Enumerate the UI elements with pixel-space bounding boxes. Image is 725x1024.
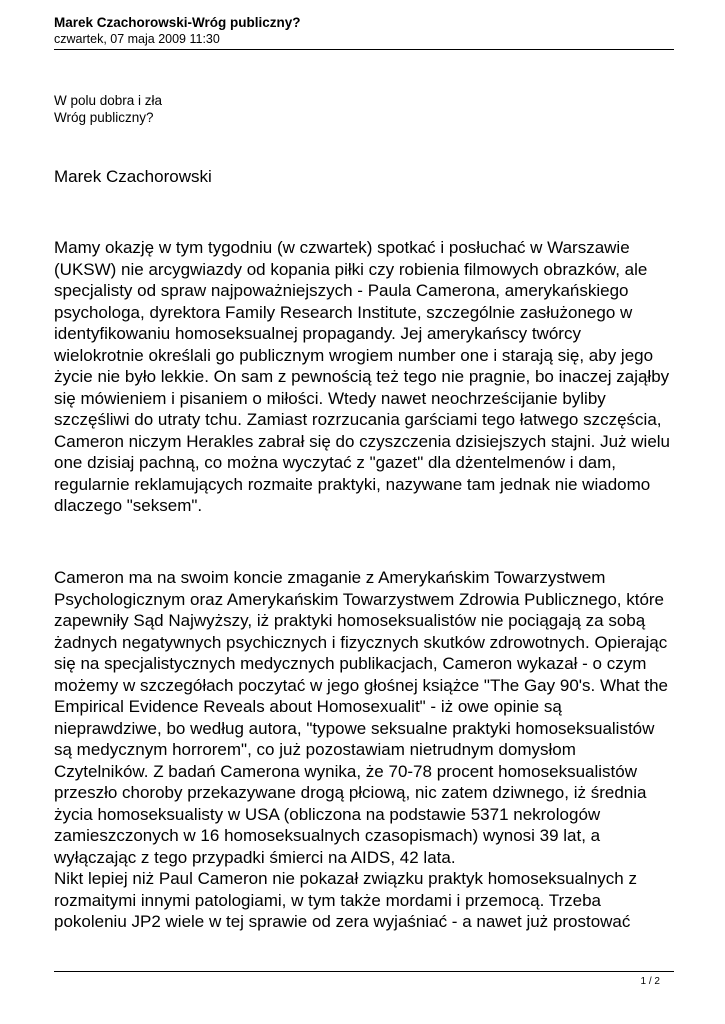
text-line: wielokrotnie określali go publicznym wrogiem number one i starają się, aby jego bbox=[54, 345, 654, 365]
text-line: są medycznym horrorem", co już pozostawiam nietrudnym domysłom bbox=[54, 740, 576, 759]
text-line: życia homoseksualisty w USA (obliczona na podstawie 5371 nekrologów bbox=[54, 804, 601, 824]
footer-divider bbox=[54, 971, 674, 972]
subtitle-line-2: Wróg publiczny? bbox=[54, 110, 154, 125]
text-line: Nikt lepiej niż Paul Cameron nie pokazał związku praktyk homoseksualnych z bbox=[54, 869, 637, 888]
text-line: specjalisty od spraw najpoważniejszych - Paula Camerona, amerykańskiego bbox=[54, 281, 629, 300]
section-subtitle bbox=[54, 92, 162, 126]
text-line: się na specjalistycznych medycznych publikacjach, Cameron wykazał - o czym bbox=[54, 654, 647, 673]
text-line: Mamy okazję w tym tygodniu (w czwartek) spotkać i posłuchać w Warszawie bbox=[54, 238, 630, 257]
text-line: zamieszczonych w 16 homoseksualnych czasopismach) wynosi 39 lat, a bbox=[54, 826, 601, 845]
page-header bbox=[54, 14, 674, 50]
text-line: zapewniły Sąd Najwyższy, iż praktyki homoseksualistów nie pociągają za sobą bbox=[54, 611, 646, 630]
text-line: Cameron ma na swoim koncie zmaganie z Amerykańskim Towarzystwem bbox=[54, 568, 606, 587]
text-line: wyłączając z tego przypadki śmierci na AIDS, 42 lata. bbox=[54, 847, 456, 867]
text-line: Cameron niczym Herakles zabrał się do czyszczenia dzisiejszych stajni. Już wielu bbox=[54, 431, 671, 451]
text-line: one dzisiaj pachną, co można wyczytać z "gazet" dla dżentelmenów i dam, bbox=[54, 453, 617, 472]
text-line: żadnych negatywnych psychicznych i fizycznych skutków zdrowotnych. Opierając bbox=[54, 632, 668, 652]
text-line: szczęśliwi do utraty tchu. Zamiast rozrzucania garściami tego łatwego szczęścia, bbox=[54, 410, 662, 429]
text-line: (UKSW) nie arcygwiazdy od kopania piłki czy robienia filmowych obrazków, ale bbox=[54, 259, 648, 279]
page-number: 1 / 2 bbox=[640, 976, 660, 987]
text-line: przeszło choroby przekazywane drogą płciową, nic zatem dziwnego, iż średnia bbox=[54, 783, 647, 802]
document-title: Marek Czachorowski-Wróg publiczny? bbox=[54, 15, 301, 30]
text-line: życie nie było lekkie. On sam z pewnością też tego nie pragnie, bo inaczej zająłby bbox=[54, 367, 670, 386]
text-line: rozmaitymi innymi patologiami, w tym także mordami i przemocą. Trzeba bbox=[54, 890, 601, 910]
text-line: psychologa, dyrektora Family Research Institute, szczególnie zasłużonego w bbox=[54, 302, 633, 322]
text-line: się mówieniem i pisaniem o miłości. Wtedy nawet neochrześcijanie byliby bbox=[54, 388, 606, 408]
publication-date: czwartek, 07 maja 2009 11:30 bbox=[54, 32, 220, 46]
text-line: Empirical Evidence Reveals about Homosexualit" - iż owe opinie są bbox=[54, 697, 562, 716]
subtitle-line-1: W polu dobra i zła bbox=[54, 93, 163, 108]
text-line: pokoleniu JP2 wiele w tej sprawie od zera wyjaśniać - a nawet już prostować bbox=[54, 912, 631, 931]
author-name: Marek Czachorowski bbox=[54, 167, 212, 186]
text-line: Psychologicznym oraz Amerykańskim Towarzystwem Zdrowia Publicznego, które bbox=[54, 589, 665, 609]
text-line: dlaczego "seksem". bbox=[54, 496, 203, 515]
text-line: Czytelników. Z badań Camerona wynika, że 70-78 procent homoseksualistów bbox=[54, 761, 638, 781]
text-line: możemy w szczegółach poczytać w jego głośnej książce "The Gay 90's. What the bbox=[54, 675, 668, 695]
text-line: regularnie reklamujących rozmaite praktyki, nazywane tam jednak nie wiadomo bbox=[54, 474, 651, 494]
paragraph-1 bbox=[54, 237, 684, 517]
text-line: nieprawdziwe, bo według autora, "typowe seksualne praktyki homoseksualistów bbox=[54, 718, 655, 738]
text-line: identyfikowaniu homoseksualnej propagandy. Jej amerykańscy twórcy bbox=[54, 324, 581, 343]
paragraph-2 bbox=[54, 567, 684, 933]
